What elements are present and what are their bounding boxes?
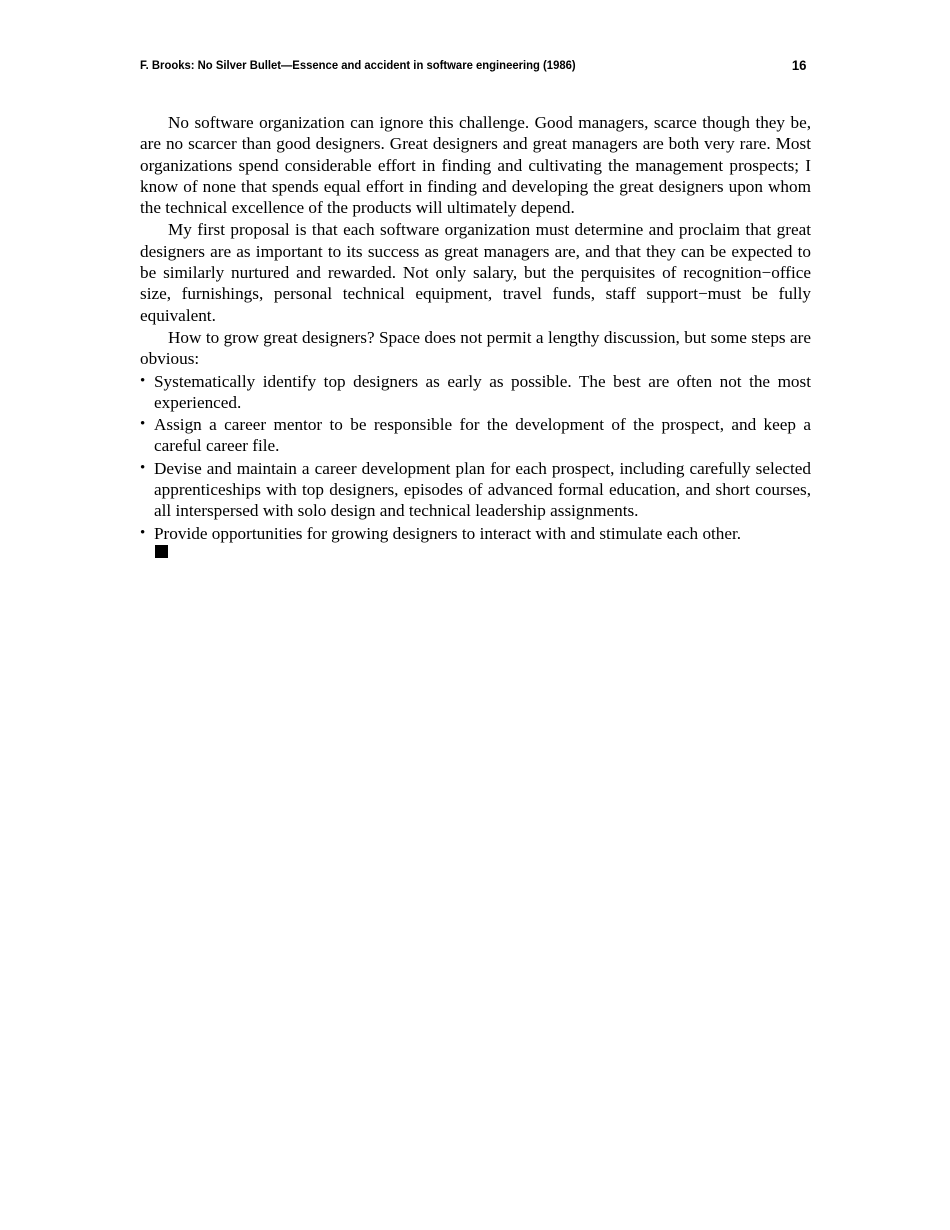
list-item-text: Systematically identify top designers as early as possible. The best are often not the most experienced. [154,371,811,412]
bullet-icon: • [140,416,146,433]
bullet-icon: • [140,524,146,541]
paragraph-grow-designers: How to grow great designers? Space does not permit a lengthy discussion, but some steps are obvious: [140,327,811,369]
running-header [140,56,807,74]
page-number: 16 [791,57,807,73]
bullet-icon: • [140,459,146,476]
bullet-icon: • [140,372,146,389]
paragraph-challenge: No software organization can ignore this challenge. Good managers, scarce though they be, are no scarcer than good designers. Great designers and great managers are both very rare. Most organizations spend considerable effort in finding and cultivating the management prospects; I know of none that spends equal effort in finding and developing the great designers upon whom the technical excellence of the products will ultimately depend. [140,113,811,218]
list-item [140,371,811,414]
list-item-text: Provide opportunities for growing designers to interact with and stimulate each other. [154,523,742,543]
list-item [140,523,811,544]
steps-list [140,371,811,544]
running-title: F. Brooks: No Silver Bullet—Essence and accident in software engineering (1986) [140,58,576,72]
end-of-article-icon [155,545,168,558]
paragraph-first-proposal: My first proposal is that each software organization must determine and proclaim that great designers are as important to its success as great managers are, and that they can be expected to be similarly nurtured and rewarded. Not only salary, but the perquisites of recognition−office size, furnishings, personal technical equipment, travel funds, staff support−must be fully equivalent. [140,220,811,325]
list-item [140,414,811,457]
list-item-text: Assign a career mentor to be responsible for the development of the prospect, and keep a careful career file. [154,415,811,456]
body-text [140,112,811,558]
list-item [140,458,811,522]
list-item-text: Devise and maintain a career development plan for each prospect, including carefully selected apprenticeships with top designers, episodes of advanced formal education, and short courses, all interspersed with solo design and technical leadership assignments. [154,458,811,521]
